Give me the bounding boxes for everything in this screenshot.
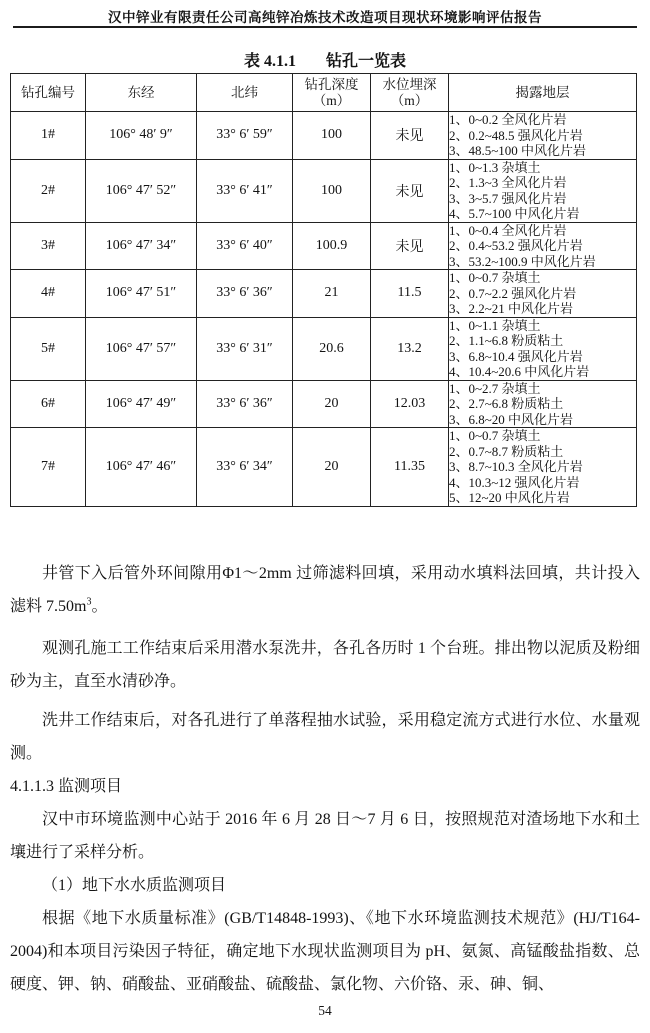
table-caption <box>0 48 650 71</box>
table-row <box>11 159 637 222</box>
strata-line: 4、5.7~100 中风化片岩 <box>449 206 580 221</box>
column-header-latitude: 北纬 <box>197 74 293 112</box>
strata-line: 4、10.3~12 强风化片岩 <box>449 474 580 490</box>
borehole-id-cell: 3# <box>11 222 86 270</box>
strata-cell <box>449 317 637 380</box>
table-row <box>11 270 637 318</box>
borehole-id-cell: 1# <box>11 112 86 160</box>
table-row <box>11 380 637 428</box>
column-header-strata: 揭露地层 <box>449 74 637 112</box>
strata-cell <box>449 270 637 318</box>
strata-line: 2、1.3~3 全风化片岩 <box>449 175 567 190</box>
strata-line: 2、0.4~53.2 强风化片岩 <box>449 238 583 253</box>
longitude-cell: 106° 47′ 49″ <box>86 380 197 428</box>
strata-line: 2、0.7~8.7 粉质粘土 <box>449 443 564 459</box>
depth-cell: 100.9 <box>293 222 371 270</box>
strata-line: 2、2.7~6.8 粉质粘土 <box>449 396 564 411</box>
column-header-water-level: 水位埋深 （m） <box>371 74 449 112</box>
strata-line: 1、0~2.7 杂填土 <box>449 380 541 396</box>
column-header-depth: 钻孔深度 （m） <box>293 74 371 112</box>
section-heading-monitoring-items: 4.1.1.3 监测项目 <box>10 778 123 795</box>
paragraph-pumping-test: 洗井工作结束后，对各孔进行了单落程抽水试验，采用稳定流方式进行水位、水量观测。 <box>10 712 640 762</box>
strata-line: 3、6.8~10.4 强风化片岩 <box>449 348 583 364</box>
longitude-cell: 106° 47′ 51″ <box>86 270 197 318</box>
latitude-cell: 33° 6′ 59″ <box>197 112 293 160</box>
latitude-cell: 33° 6′ 31″ <box>197 317 293 380</box>
water-level-cell: 未见 <box>371 159 449 222</box>
strata-line: 3、8.7~10.3 全风化片岩 <box>449 459 583 474</box>
strata-line: 3、2.2~21 中风化片岩 <box>449 301 574 316</box>
strata-line: 3、3~5.7 强风化片岩 <box>449 190 567 206</box>
table-caption-title: 钻孔一览表 <box>326 53 407 70</box>
strata-line: 3、6.8~20 中风化片岩 <box>449 411 574 427</box>
table-caption-label: 表 4.1.1 <box>243 53 296 70</box>
table-row <box>11 317 637 380</box>
borehole-id-cell: 4# <box>11 270 86 318</box>
strata-cell <box>449 380 637 428</box>
depth-cell: 20 <box>293 428 371 507</box>
table-row <box>11 112 637 160</box>
latitude-cell: 33° 6′ 34″ <box>197 428 293 507</box>
longitude-cell: 106° 48′ 9″ <box>86 112 197 160</box>
depth-cell: 100 <box>293 159 371 222</box>
longitude-cell: 106° 47′ 57″ <box>86 317 197 380</box>
longitude-cell: 106° 47′ 46″ <box>86 428 197 507</box>
strata-line: 1、0~1.3 杂填土 <box>449 159 541 175</box>
strata-cell <box>449 222 637 270</box>
depth-cell: 21 <box>293 270 371 318</box>
table-header-row <box>11 74 637 112</box>
superscript-cubed: 3 <box>86 596 92 608</box>
latitude-cell: 33° 6′ 40″ <box>197 222 293 270</box>
paragraph-standards: 根据《地下水质量标准》(GB/T14848-1993)、《地下水环境监测技术规范》(HJ/T164-2004)和本项目污染因子特征，确定地下水现状监测项目为 pH、氨氮、高锰酸盐指数、总硬度、钾、钠、硝酸盐、亚硝酸盐、硫酸盐、氯化物、六价铬、汞、砷、铜、 <box>10 910 640 993</box>
strata-line: 2、1.1~6.8 粉质粘土 <box>449 333 564 348</box>
longitude-cell: 106° 47′ 52″ <box>86 159 197 222</box>
table-row <box>11 222 637 270</box>
report-header-title: 汉中锌业有限责任公司高纯锌冶炼技术改造项目现状环境影响评估报告 <box>108 10 542 25</box>
strata-cell <box>449 159 637 222</box>
borehole-id-cell: 2# <box>11 159 86 222</box>
paragraph-groundwater-subtitle: （1）地下水水质监测项目 <box>42 877 227 894</box>
strata-line: 2、0.2~48.5 强风化片岩 <box>449 127 583 143</box>
strata-line: 3、48.5~100 中风化片岩 <box>449 143 587 158</box>
strata-cell <box>449 112 637 160</box>
column-header-longitude: 东经 <box>86 74 197 112</box>
strata-line: 4、10.4~20.6 中风化片岩 <box>449 364 590 379</box>
depth-cell: 20.6 <box>293 317 371 380</box>
strata-line: 1、0~0.4 全风化片岩 <box>449 222 567 238</box>
borehole-table-body <box>11 112 637 507</box>
borehole-id-cell: 7# <box>11 428 86 507</box>
strata-line: 1、0~1.1 杂填土 <box>449 317 541 333</box>
water-level-cell: 13.2 <box>371 317 449 380</box>
water-level-cell: 未见 <box>371 112 449 160</box>
strata-line: 2、0.7~2.2 强风化片岩 <box>449 285 577 301</box>
borehole-id-cell: 6# <box>11 380 86 428</box>
strata-line: 1、0~0.2 全风化片岩 <box>449 112 567 127</box>
strata-line: 3、53.2~100.9 中风化片岩 <box>449 253 596 269</box>
page-number: 54 <box>318 1003 332 1018</box>
column-header-borehole-id: 钻孔编号 <box>11 74 86 112</box>
strata-line: 1、0~0.7 杂填土 <box>449 270 541 285</box>
paragraph-sampling: 汉中市环境监测中心站于 2016 年 6 月 28 日～7 月 6 日，按照规范对渣场地下水和土壤进行了采样分析。 <box>10 811 640 861</box>
body-text <box>10 540 640 1001</box>
table-row <box>11 428 637 507</box>
header-rule <box>13 26 637 28</box>
water-level-cell: 11.35 <box>371 428 449 507</box>
latitude-cell: 33° 6′ 36″ <box>197 380 293 428</box>
paragraph-filter-backfill: 井管下入后管外环间隙用Φ1～2mm 过筛滤料回填，采用动水填料法回填，共计投入滤料 $7.50m^3$。 <box>10 565 640 615</box>
depth-cell: 20 <box>293 380 371 428</box>
paragraph-well-washing: 观测孔施工工作结束后采用潜水泵洗井，各孔各历时 1 个台班。排出物以泥质及粉细砂为主，直至水清砂净。 <box>10 640 640 690</box>
water-level-cell: 11.5 <box>371 270 449 318</box>
longitude-cell: 106° 47′ 34″ <box>86 222 197 270</box>
borehole-id-cell: 5# <box>11 317 86 380</box>
water-level-cell: 12.03 <box>371 380 449 428</box>
strata-line: 1、0~0.7 杂填土 <box>449 428 541 443</box>
borehole-table <box>10 73 637 507</box>
strata-line: 5、12~20 中风化片岩 <box>449 490 570 505</box>
latitude-cell: 33° 6′ 36″ <box>197 270 293 318</box>
water-level-cell: 未见 <box>371 222 449 270</box>
latitude-cell: 33° 6′ 41″ <box>197 159 293 222</box>
depth-cell: 100 <box>293 112 371 160</box>
strata-cell <box>449 428 637 507</box>
